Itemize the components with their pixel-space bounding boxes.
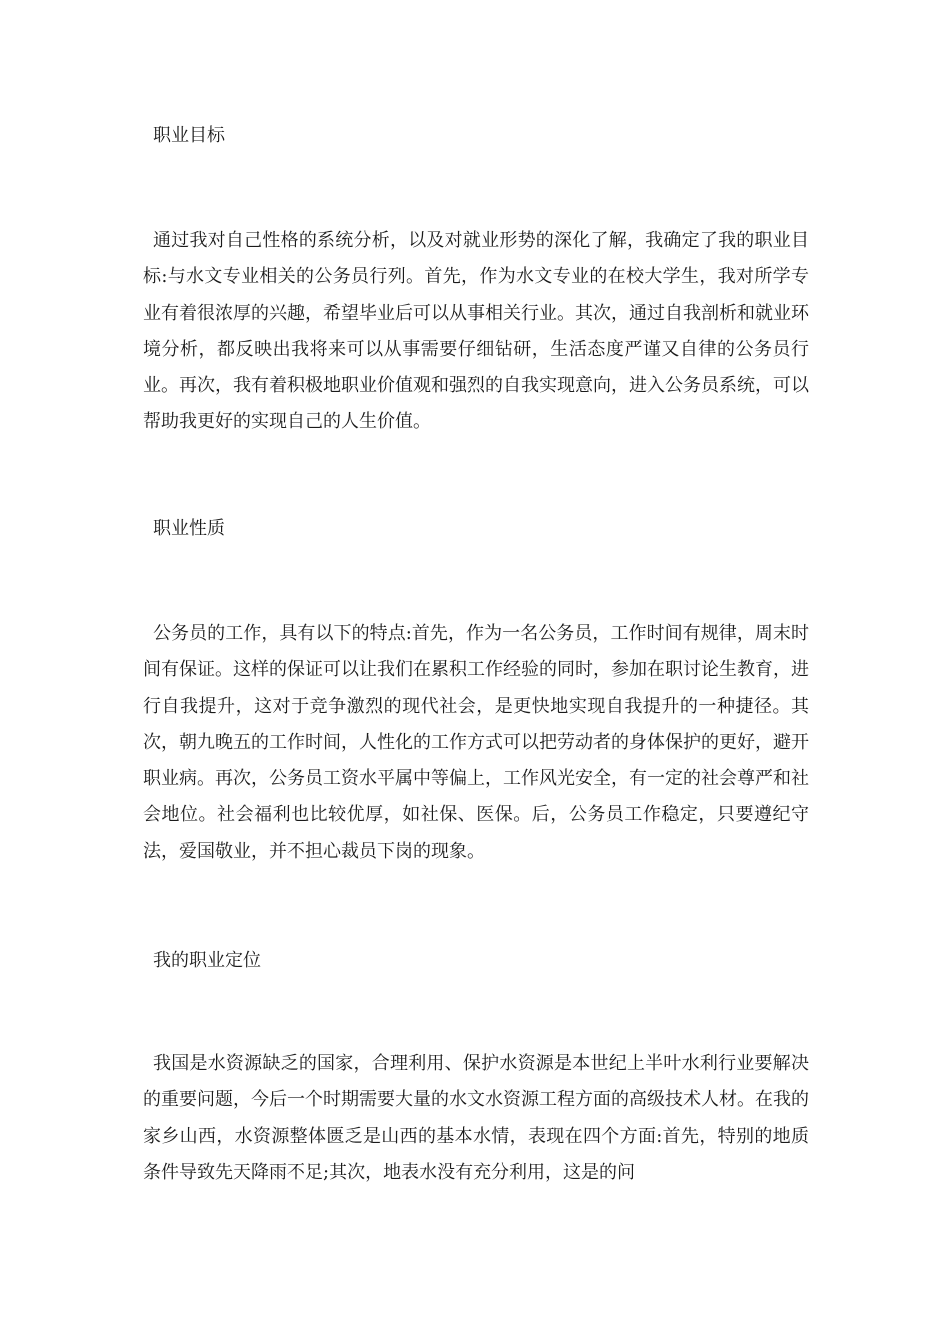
section-paragraph-career-nature: 公务员的工作，具有以下的特点:首先，作为一名公务员，工作时间有规律，周末时间有保证。这样的保证可以让我们在累积工作经验的同时，参加在职讨论生教育，进行自我提升，这对于竞争激烈的现代社会，是更快地实现自我提升的一种捷径。其次，朝九晚五的工作时间，人性化的工作方式可以把劳动者的身体保护的更好，避开职业病。再次，公务员工资水平属中等偏上，工作风光安全，有一定的社会尊严和社会地位。社会福利也比较优厚，如社保、医保。后，公务员工作稳定，只要遵纪守法，爱国敬业，并不担心裁员下岗的现象。 [143,623,809,862]
section-heading-career-nature: 职业性质 [153,518,225,539]
section-heading-career-goal: 职业目标 [153,125,225,146]
section-paragraph-career-goal: 通过我对自己性格的系统分析，以及对就业形势的深化了解，我确定了我的职业目标:与水文专业相关的公务员行列。首先，作为水文专业的在校大学生，我对所学专业有着很浓厚的兴趣，希望毕业后可以从事相关行业。其次，通过自我剖析和就业环境分析，都反映出我将来可以从事需要仔细钻研，生活态度严谨又自律的公务员行业。再次，我有着积极地职业价值观和强烈的自我实现意向，进入公务员系统，可以帮助我更好的实现自己的人生价值。 [143,230,809,433]
section-heading-career-positioning: 我的职业定位 [153,950,261,971]
section-paragraph-career-positioning: 我国是水资源缺乏的国家，合理利用、保护水资源是本世纪上半叶水利行业要解决的重要问题，今后一个时期需要大量的水文水资源工程方面的高级技术人材。在我的家乡山西，水资源整体匮乏是山西的基本水情，表现在四个方面:首先，特别的地质条件导致先天降雨不足;其次，地表水没有充分利用，这是的问 [143,1053,809,1183]
